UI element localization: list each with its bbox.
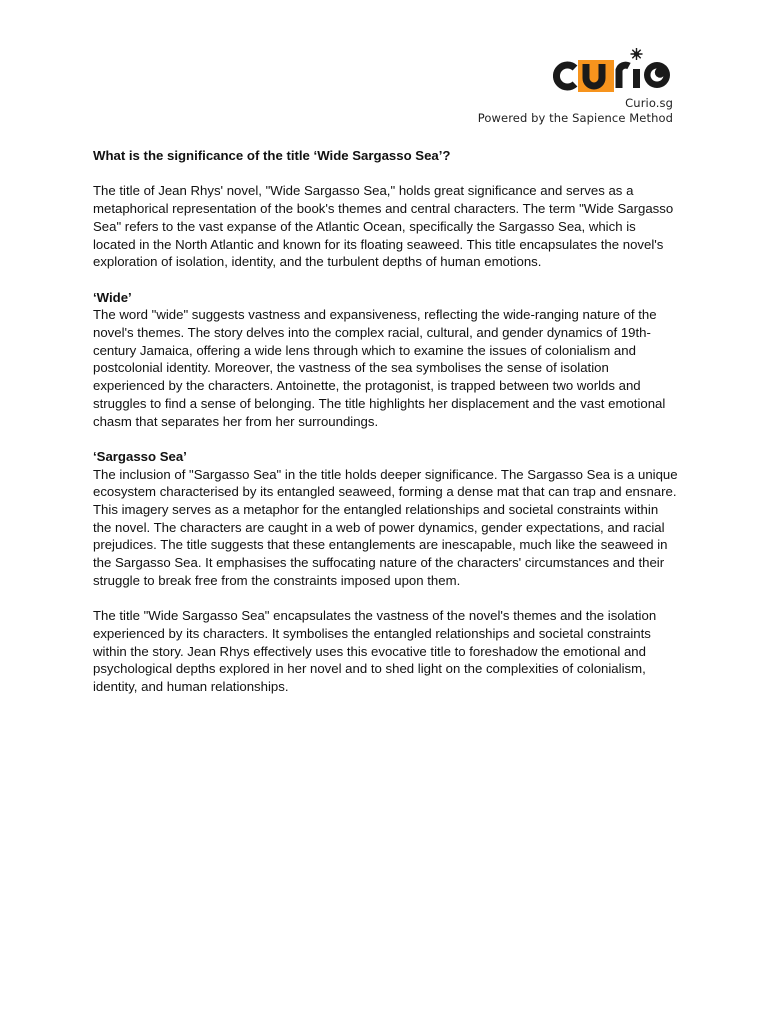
tagline: Powered by the Sapience Method (477, 111, 673, 125)
conclusion-paragraph: The title "Wide Sargasso Sea" encapsulates the vastness of the novel's themes and the isolation experienced by its characters. It symbolises the entangled relationships and societal constraints within the story. Jean Rhys effectively uses this evocative title to foreshadow the emotional and psychological depths explored in her novel and to shed light on the complexities of colonialism, identity, and human relationships. (93, 608, 657, 695)
site-name: Curio.sg (625, 96, 673, 110)
section-sargasso-sea (93, 448, 678, 590)
section-title-wide: ‘Wide’ (93, 289, 132, 305)
logo-star-icon (631, 48, 643, 60)
logo-r (619, 65, 629, 88)
logo-i-stem (633, 69, 640, 88)
header (478, 46, 673, 126)
curio-logo (553, 46, 673, 96)
section-title-sargasso-sea: ‘Sargasso Sea’ (93, 448, 187, 464)
section-body-wide: The word "wide" suggests vastness and expansiveness, reflecting the wide-ranging nature of the novel's themes. The story delves into the complex racial, cultural, and gender dynamics of 19th-century Jamaica, offering a wide lens through which to examine the issues of colonialism and postcolonial identity. Moreover, the vastness of the sea symbolises the sense of isolation experienced by the characters. Antoinette, the protagonist, is trapped between two worlds and struggles to find a sense of belonging. The title highlights her displacement and the vast emotional chasm that separates her from her surroundings. (93, 307, 666, 429)
logo-c (556, 65, 575, 87)
question-heading: What is the significance of the title ‘Wide Sargasso Sea’? (93, 148, 451, 163)
intro-paragraph: The title of Jean Rhys' novel, "Wide Sargasso Sea," holds great significance and serves as a metaphorical representation of the book's themes and central characters. The term "Wide Sargasso Sea" refers to the vast expanse of the Atlantic Ocean, specifically the Sargasso Sea, which is located in the North Atlantic and known for its floating seaweed. This title encapsulates the novel's exploration of isolation, identity, and the turbulent depths of human emotions. (93, 183, 674, 270)
document-body (93, 147, 678, 713)
section-wide (93, 289, 678, 431)
section-body-sargasso-sea: The inclusion of "Sargasso Sea" in the title holds deeper significance. The Sargasso Sea is a unique ecosystem characterised by its entangled seaweed, forming a dense mat that can trap and ensnare. This imagery serves as a metaphor for the entangled relationships and societal constraints within the novel. The characters are caught in a web of power dynamics, gender expectations, and racial prejudices. The title suggests that these entanglements are inescapable, much like the seaweed in the Sargasso Sea. It emphasises the suffocating nature of the characters' circumstances and their struggle to break free from the constraints imposed upon them. (93, 466, 678, 588)
